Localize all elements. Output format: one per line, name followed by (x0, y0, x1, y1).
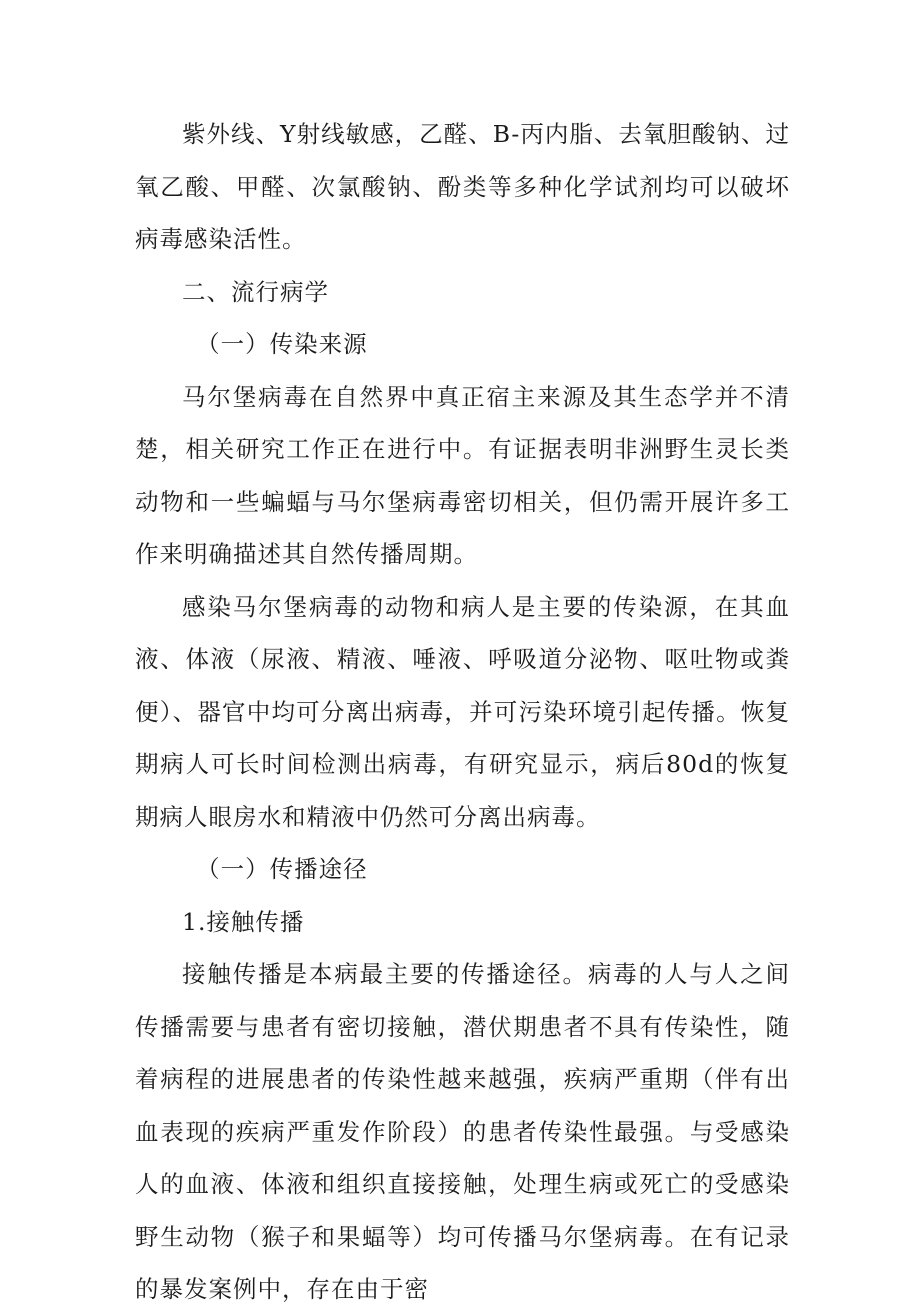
section-heading-epidemiology: 二、流行病学 (182, 277, 329, 306)
document-body (135, 108, 790, 1316)
subsection-heading-infection-source: （一）传染来源 (196, 330, 368, 358)
paragraph-natural-host: 马尔堡病毒在自然界中真正宿主来源及其生态学并不清楚，相关研究工作正在进行中。有证据表明非洲野生灵长类动物和一些蝙蝠与马尔堡病毒密切相关，但仍需开展许多工作来明确描述其自然传播周期。 (135, 382, 790, 568)
paragraph-contact-transmission: 接触传播是本病最主要的传播途径。病毒的人与人之间传播需要与患者有密切接触，潜伏期患者不具有传染性，随着病程的进展患者的传染性越来越强，疾病严重期（伴有出血表现的疾病严重发作阶段）的患者传染性最强。与受感染人的血液、体液和组织直接接触，处理生病或死亡的受感染野生动物（猴子和果蝠等）均可传播马尔堡病毒。在有记录的暴发案例中，存在由于密 (135, 960, 790, 1303)
paragraph-infected-animals-patients: 感染马尔堡病毒的动物和病人是主要的传染源，在其血液、体液（尿液、精液、唾液、呼吸道分泌物、呕吐物或粪便）、器官中均可分离出病毒，并可污染环境引起传播。恢复期病人可长时间检测出病毒，有研究显示，病后80d的恢复期病人眼房水和精液中仍然可分离出病毒。 (135, 592, 790, 831)
paragraph-inactivation-agents: 紫外线、Y射线敏感，乙醛、B-丙内脂、去氧胆酸钠、过氧乙酸、甲醛、次氯酸钠、酚类等多种化学试剂均可以破坏病毒感染活性。 (135, 120, 790, 253)
item-heading-contact-transmission: 1.接触传播 (182, 907, 305, 936)
subsection-heading-transmission-route: （一）传播途径 (196, 855, 368, 883)
